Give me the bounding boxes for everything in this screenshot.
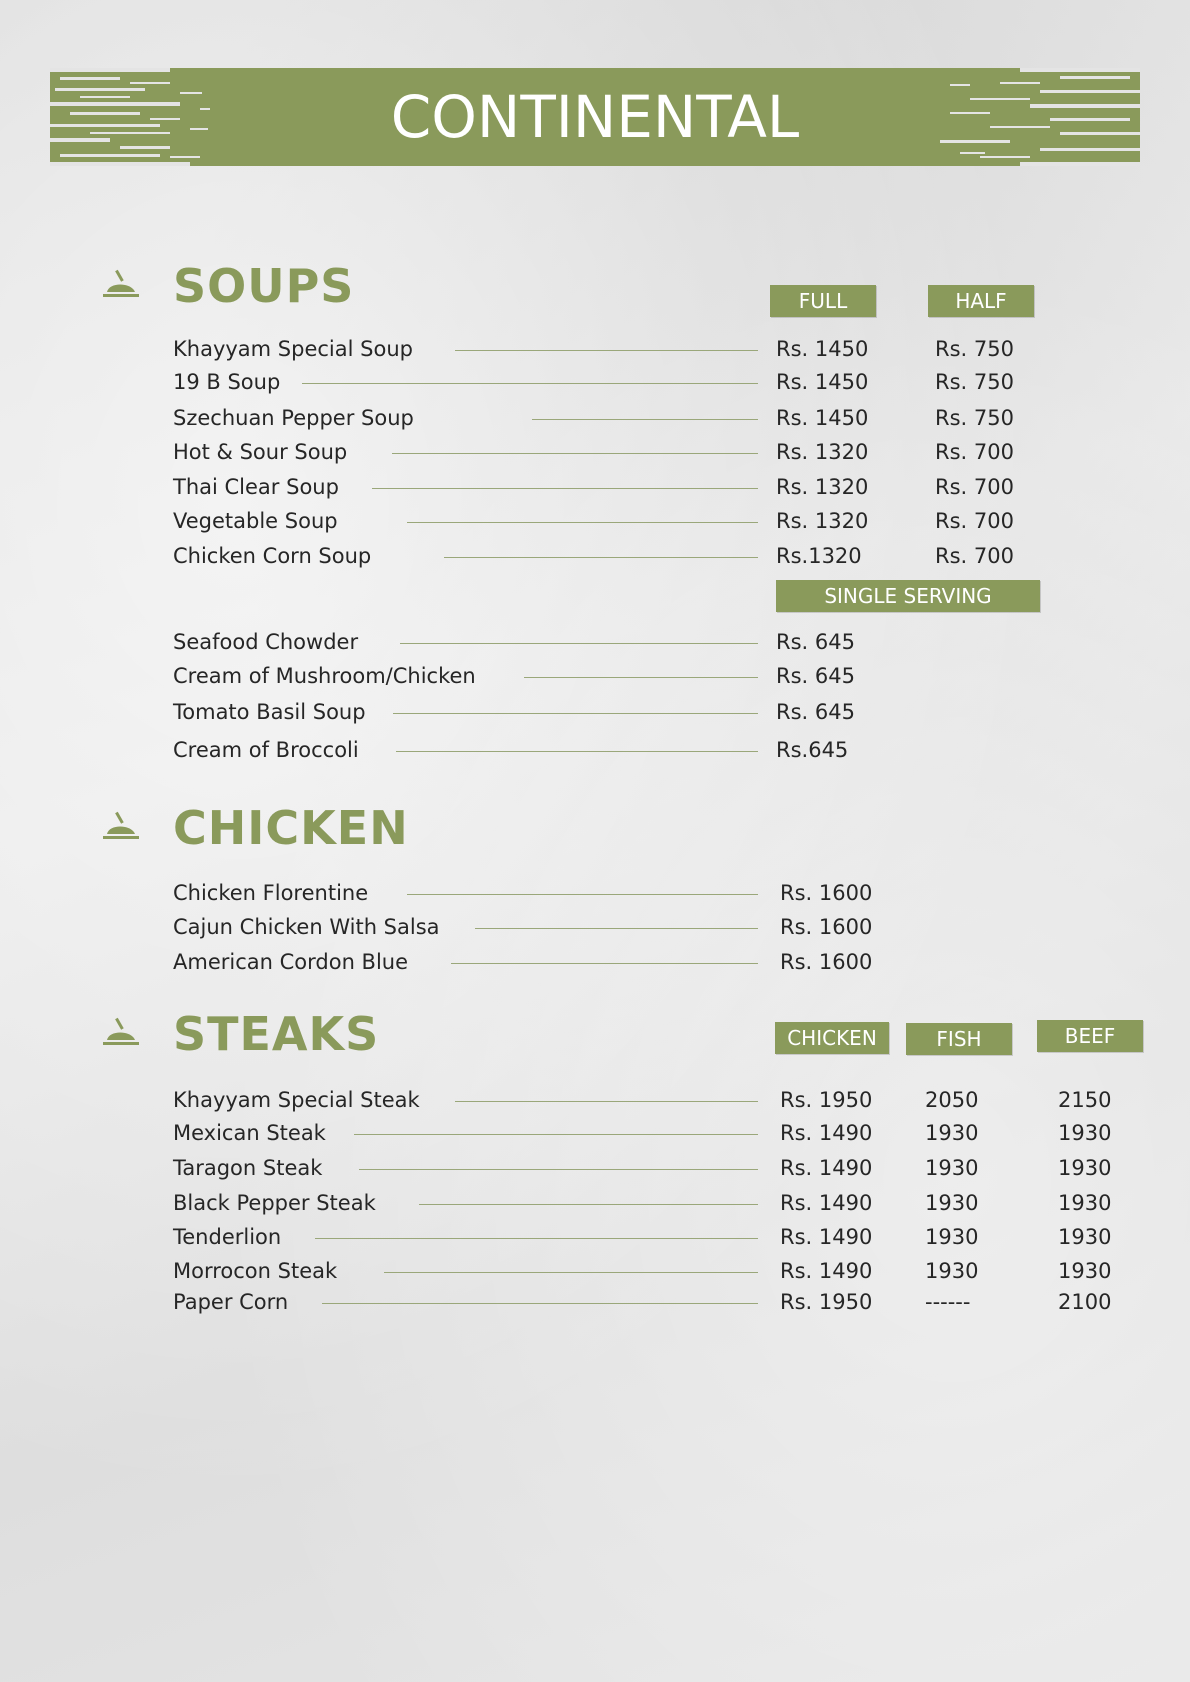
price-beef: 1930 bbox=[1058, 1121, 1112, 1145]
menu-item-name: Cream of Broccoli bbox=[173, 738, 359, 762]
menu-item-row bbox=[0, 1256, 1190, 1286]
price: Rs. 1600 bbox=[780, 915, 873, 939]
price-single: Rs. 645 bbox=[776, 664, 855, 688]
menu-item-row bbox=[0, 1085, 1190, 1115]
menu-item-name: Szechuan Pepper Soup bbox=[173, 406, 414, 430]
menu-item-row bbox=[0, 1188, 1190, 1218]
menu-item-name: Morrocon Steak bbox=[173, 1259, 338, 1283]
menu-item-name: Vegetable Soup bbox=[173, 509, 338, 533]
price: Rs. 1600 bbox=[780, 950, 873, 974]
menu-item-row bbox=[0, 334, 1190, 364]
menu-item-row bbox=[0, 403, 1190, 433]
menu-item-name: Chicken Florentine bbox=[173, 881, 369, 905]
menu-item-name: American Cordon Blue bbox=[173, 950, 409, 974]
serving-tray-icon bbox=[101, 1016, 141, 1046]
menu-item-name: Black Pepper Steak bbox=[173, 1191, 376, 1215]
menu-item-name: Tomato Basil Soup bbox=[173, 700, 366, 724]
column-tag-single-serving: SINGLE SERVING bbox=[776, 580, 1040, 612]
leader-line bbox=[451, 963, 758, 964]
price-half: Rs. 750 bbox=[935, 337, 1014, 361]
menu-item-name: Khayyam Special Steak bbox=[173, 1088, 420, 1112]
header-banner bbox=[50, 68, 1140, 166]
price-fish: 1930 bbox=[925, 1225, 979, 1249]
leader-line bbox=[392, 453, 758, 454]
menu-item-row bbox=[0, 697, 1190, 727]
menu-item-name: Seafood Chowder bbox=[173, 630, 359, 654]
leader-line bbox=[475, 928, 758, 929]
price-chicken: Rs. 1490 bbox=[780, 1225, 873, 1249]
menu-item-name: Khayyam Special Soup bbox=[173, 337, 413, 361]
leader-line bbox=[396, 751, 758, 752]
price-chicken: Rs. 1950 bbox=[780, 1088, 873, 1112]
price-beef: 1930 bbox=[1058, 1259, 1112, 1283]
menu-item-row bbox=[0, 541, 1190, 571]
price-single: Rs.645 bbox=[776, 738, 849, 762]
price-half: Rs. 700 bbox=[935, 440, 1014, 464]
menu-item-row bbox=[0, 947, 1190, 977]
price-full: Rs. 1320 bbox=[776, 475, 869, 499]
leader-line bbox=[384, 1272, 758, 1273]
menu-item-row bbox=[0, 735, 1190, 765]
menu-item-row bbox=[0, 912, 1190, 942]
menu-item-name: Taragon Steak bbox=[173, 1156, 323, 1180]
leader-line bbox=[407, 894, 758, 895]
price-full: Rs. 1320 bbox=[776, 509, 869, 533]
column-tag-chicken: CHICKEN bbox=[775, 1022, 889, 1054]
price-half: Rs. 700 bbox=[935, 475, 1014, 499]
price-half: Rs. 750 bbox=[935, 370, 1014, 394]
menu-item-row bbox=[0, 878, 1190, 908]
price-beef: 1930 bbox=[1058, 1191, 1112, 1215]
price-full: Rs. 1450 bbox=[776, 370, 869, 394]
menu-item-name: Cream of Mushroom/Chicken bbox=[173, 664, 476, 688]
price-chicken: Rs. 1490 bbox=[780, 1191, 873, 1215]
price-beef: 1930 bbox=[1058, 1156, 1112, 1180]
serving-tray-icon bbox=[101, 268, 141, 298]
leader-line bbox=[455, 1101, 758, 1102]
menu-item-name: Hot & Sour Soup bbox=[173, 440, 348, 464]
menu-item-row bbox=[0, 367, 1190, 397]
serving-tray-icon bbox=[101, 810, 141, 840]
leader-line bbox=[419, 1204, 758, 1205]
menu-item-row bbox=[0, 1287, 1190, 1317]
leader-line bbox=[315, 1238, 758, 1239]
menu-item-name: Thai Clear Soup bbox=[173, 475, 339, 499]
menu-item-name: Cajun Chicken With Salsa bbox=[173, 915, 440, 939]
column-tag-fish: FISH bbox=[906, 1023, 1012, 1055]
page-title: CONTINENTAL bbox=[390, 83, 800, 151]
price-half: Rs. 700 bbox=[935, 509, 1014, 533]
menu-item-name: Paper Corn bbox=[173, 1290, 289, 1314]
column-tag-full: FULL bbox=[770, 285, 876, 317]
menu-item-row bbox=[0, 437, 1190, 467]
price-beef: 1930 bbox=[1058, 1225, 1112, 1249]
menu-item-row bbox=[0, 506, 1190, 536]
price-chicken: Rs. 1490 bbox=[780, 1259, 873, 1283]
section-title-chicken: CHICKEN bbox=[173, 801, 409, 855]
leader-line bbox=[302, 383, 758, 384]
column-tag-beef: BEEF bbox=[1037, 1020, 1143, 1052]
price-full: Rs.1320 bbox=[776, 544, 862, 568]
leader-line bbox=[524, 677, 758, 678]
price-beef: 2150 bbox=[1058, 1088, 1112, 1112]
menu-item-name: Mexican Steak bbox=[173, 1121, 326, 1145]
leader-line bbox=[407, 522, 758, 523]
price-chicken: Rs. 1950 bbox=[780, 1290, 873, 1314]
menu-item-name: Chicken Corn Soup bbox=[173, 544, 372, 568]
price-full: Rs. 1320 bbox=[776, 440, 869, 464]
menu-item-name: Tenderlion bbox=[173, 1225, 282, 1249]
menu-item-name: 19 B Soup bbox=[173, 370, 281, 394]
menu-item-row bbox=[0, 1153, 1190, 1183]
menu-item-row bbox=[0, 627, 1190, 657]
menu-item-row bbox=[0, 1222, 1190, 1252]
leader-line bbox=[359, 1169, 758, 1170]
leader-line bbox=[444, 557, 758, 558]
section-title-soups: SOUPS bbox=[173, 259, 355, 313]
price-full: Rs. 1450 bbox=[776, 337, 869, 361]
price-single: Rs. 645 bbox=[776, 630, 855, 654]
menu-item-row bbox=[0, 472, 1190, 502]
leader-line bbox=[532, 419, 758, 420]
price-fish: 1930 bbox=[925, 1191, 979, 1215]
price-half: Rs. 700 bbox=[935, 544, 1014, 568]
price-fish: 1930 bbox=[925, 1259, 979, 1283]
price-fish: ------ bbox=[925, 1290, 971, 1314]
price-fish: 2050 bbox=[925, 1088, 979, 1112]
column-tag-half: HALF bbox=[928, 285, 1034, 317]
price-chicken: Rs. 1490 bbox=[780, 1156, 873, 1180]
price-chicken: Rs. 1490 bbox=[780, 1121, 873, 1145]
section-title-steaks: STEAKS bbox=[173, 1007, 380, 1061]
price-beef: 2100 bbox=[1058, 1290, 1112, 1314]
leader-line bbox=[400, 643, 758, 644]
price-single: Rs. 645 bbox=[776, 700, 855, 724]
menu-item-row bbox=[0, 661, 1190, 691]
menu-item-row bbox=[0, 1118, 1190, 1148]
leader-line bbox=[322, 1303, 758, 1304]
price-fish: 1930 bbox=[925, 1156, 979, 1180]
price-full: Rs. 1450 bbox=[776, 406, 869, 430]
leader-line bbox=[354, 1134, 758, 1135]
leader-line bbox=[393, 713, 758, 714]
price-fish: 1930 bbox=[925, 1121, 979, 1145]
price: Rs. 1600 bbox=[780, 881, 873, 905]
leader-line bbox=[372, 488, 758, 489]
leader-line bbox=[455, 350, 758, 351]
price-half: Rs. 750 bbox=[935, 406, 1014, 430]
